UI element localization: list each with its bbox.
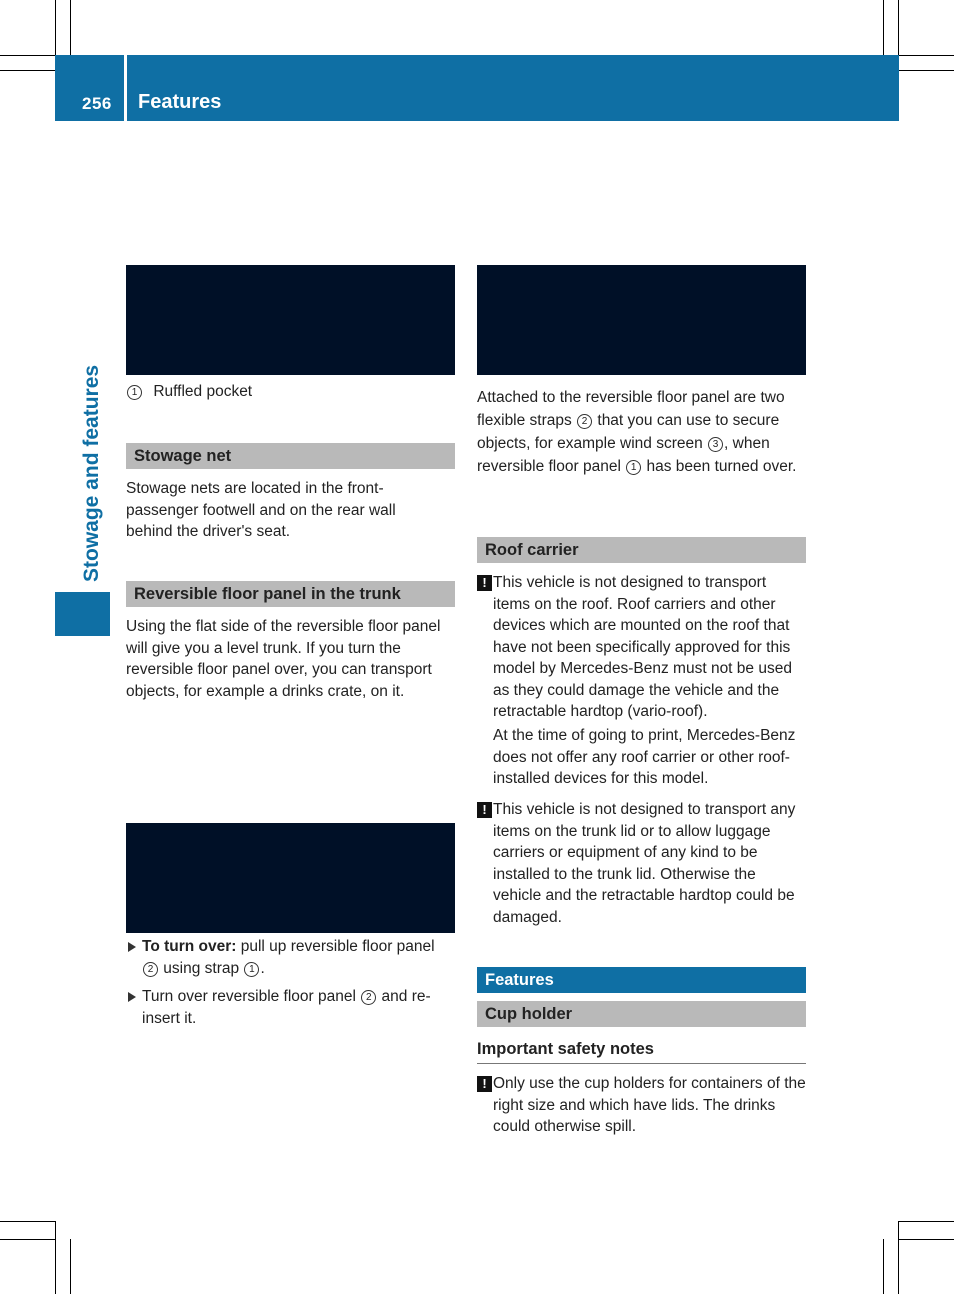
crop-mark <box>70 0 71 55</box>
crop-mark <box>899 70 954 71</box>
figure-floor-panel <box>126 823 455 933</box>
paragraph-text: has been turned over. <box>642 458 797 475</box>
callout-number: 2 <box>143 962 158 977</box>
instruction-step <box>126 986 455 1030</box>
step-arrow-icon <box>128 992 136 1002</box>
step-arrow-icon <box>128 942 136 952</box>
callout-number: 3 <box>708 437 723 452</box>
callout-number: 1 <box>127 385 142 400</box>
header-divider <box>124 55 127 121</box>
crop-mark <box>55 0 56 55</box>
paragraph-text: Attached to the reversible floor panel are two flexible straps <box>477 389 785 429</box>
side-chapter-tab <box>55 592 110 636</box>
section-heading-roof-carrier: Roof carrier <box>477 537 806 563</box>
crop-mark <box>0 70 55 71</box>
warning-note <box>477 572 806 723</box>
section-heading-features: Features <box>477 967 806 993</box>
section-heading-stowage-net: Stowage net <box>126 443 455 469</box>
warning-text: This vehicle is not designed to transport items on the roof. Roof carriers and other devices which are mounted on the roof that have not been specifically approved for this model by Mercedes-Benz must not be used as they could damage the vehicle and the retractable hardtop (vario-roof). <box>493 574 792 720</box>
section-heading-floor-panel: Reversible floor panel in the trunk <box>126 581 455 607</box>
warning-icon: ! <box>477 802 492 818</box>
warning-text: This vehicle is not designed to transport any items on the trunk lid or to allow luggage carriers or equipment of any kind to be installed to the trunk lid. Otherwise the vehicle and the retractable hardtop could be damaged. <box>493 801 796 926</box>
warning-text: Only use the cup holders for containers of the right size and which have lids. The drinks could otherwise spill. <box>493 1075 806 1135</box>
crop-mark <box>55 1221 56 1294</box>
crop-mark <box>899 1221 954 1222</box>
crop-mark <box>899 1239 954 1240</box>
warning-icon: ! <box>477 1076 492 1092</box>
warning-icon: ! <box>477 575 492 591</box>
page-number: 256 <box>82 94 112 113</box>
figure-straps <box>477 265 806 375</box>
warning-note-supplement: At the time of going to print, Mercedes-Benz does not offer any roof carrier or other roof-installed devices for this model. <box>493 727 796 787</box>
step-text: using strap <box>159 960 244 977</box>
warning-note <box>477 1073 806 1138</box>
crop-mark <box>0 1239 55 1240</box>
crop-mark <box>70 1239 71 1294</box>
subheading-safety-notes: Important safety notes <box>477 1040 806 1064</box>
section-heading-cup-holder: Cup holder <box>477 1001 806 1027</box>
crop-mark <box>899 55 954 56</box>
crop-mark <box>0 1221 55 1222</box>
figure-caption <box>126 381 455 403</box>
callout-number: 1 <box>244 962 259 977</box>
stowage-net-paragraph: Stowage nets are located in the front-passenger footwell and on the rear wall behind the driver's seat. <box>126 480 396 540</box>
side-chapter-label: Stowage and features <box>80 364 103 582</box>
crop-mark <box>0 55 55 56</box>
page-title: Features <box>138 91 222 113</box>
paragraph-text: , when reversible floor panel <box>477 435 770 475</box>
caption-text: Ruffled pocket <box>153 383 253 400</box>
crop-mark <box>883 1239 884 1294</box>
callout-number: 2 <box>577 414 592 429</box>
crop-mark <box>883 0 884 55</box>
figure-ruffled-pocket <box>126 265 455 375</box>
straps-paragraph <box>477 386 811 478</box>
step-text: Turn over reversible floor panel <box>142 988 361 1005</box>
paragraph-text: that you can use to secure objects, for example wind screen <box>477 412 780 452</box>
crop-mark <box>898 0 899 55</box>
step-text: . <box>260 960 265 977</box>
callout-number: 2 <box>361 990 376 1005</box>
step-text: pull up reversible floor panel <box>236 938 435 955</box>
step-bold-label: To turn over: <box>142 938 237 955</box>
instruction-step <box>126 936 455 980</box>
floor-panel-paragraph: Using the flat side of the reversible floor panel will give you a level trunk. If you turn the reversible floor panel over, you can transport objects, for example a drinks crate, on it. <box>126 618 441 700</box>
callout-number: 1 <box>626 460 641 475</box>
warning-note <box>477 799 806 928</box>
step-text: and re-insert it. <box>142 988 431 1027</box>
crop-mark <box>898 1221 899 1294</box>
